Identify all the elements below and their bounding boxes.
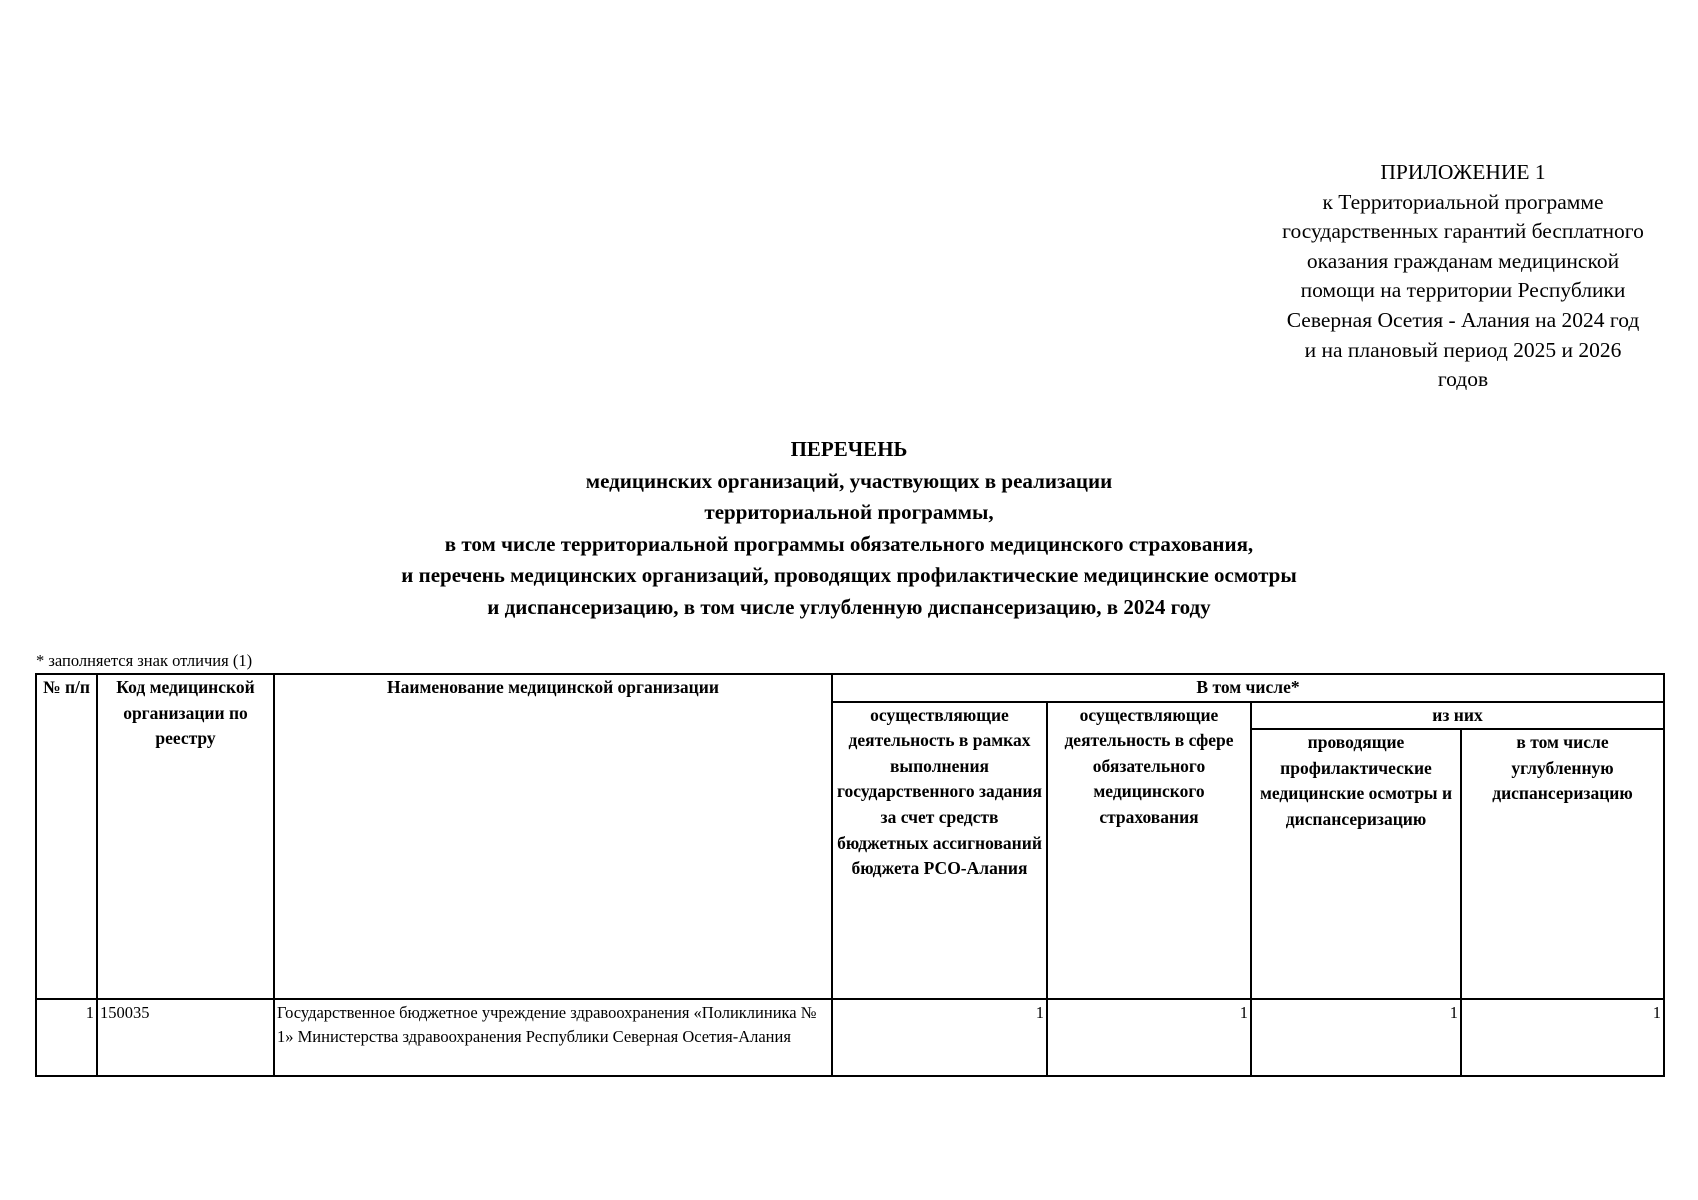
title-line: и перечень медицинских организаций, проводящих профилактические медицинские осмотры [401,563,1297,588]
header-preventive: проводящие профилактические медицинские осмотры и диспансеризацию [1251,729,1461,999]
appendix-line: к Территориальной программе [1322,189,1604,214]
header-state-task: осуществляющие деятельность в рамках выполнения государственного задания за счет средств бюджетных ассигнований бюджета РСО-Алания [832,702,1047,1000]
cell-name: Государственное бюджетное учреждение здравоохранения «Поликлиника № 1» Министерства здравоохранения Республики Северная Осетия-Алания [274,999,832,1076]
header-oms: осуществляющие деятельность в сфере обязательного медицинского страхования [1047,702,1251,1000]
organizations-table [35,673,1665,1077]
appendix-line: годов [1437,367,1489,392]
cell-num: 1 [36,999,97,1076]
footnote: * заполняется знак отличия (1) [36,651,253,670]
cell-preventive: 1 [1251,999,1461,1076]
header-name: Наименование медицинской организации [274,674,832,999]
cell-state-task: 1 [832,999,1047,1076]
header-code: Код медицинской организации по реестру [97,674,274,999]
document-title [0,434,1698,624]
header-in-depth: в том числе углубленную диспансеризацию [1461,729,1664,999]
title-line: ПЕРЕЧЕНЬ [790,437,908,461]
appendix-line: Северная Осетия - Алания на 2024 год [1286,307,1640,332]
appendix-line: и на плановый период 2025 и 2026 [1304,337,1622,362]
title-line: и диспансеризацию, в том числе углубленную диспансеризацию, в 2024 году [487,594,1211,619]
title-line: в том числе территориальной программы обязательного медицинского страхования, [444,531,1254,556]
appendix-line: государственных гарантий бесплатного [1282,219,1644,244]
cell-oms: 1 [1047,999,1251,1076]
appendix-header [1238,158,1688,395]
title-line: территориальной программы, [704,500,994,525]
cell-code: 150035 [97,999,274,1076]
header-of-them: из них [1251,702,1664,730]
header-row [36,674,1664,702]
cell-in-depth: 1 [1461,999,1664,1076]
appendix-line: ПРИЛОЖЕНИЕ 1 [1380,160,1546,184]
appendix-line: помощи на территории Республики [1300,278,1626,303]
title-line: медицинских организаций, участвующих в реализации [585,468,1113,493]
header-including: В том числе* [832,674,1664,702]
header-num: № п/п [36,674,97,999]
appendix-line: оказания гражданам медицинской [1306,248,1620,273]
table-row [36,999,1664,1076]
